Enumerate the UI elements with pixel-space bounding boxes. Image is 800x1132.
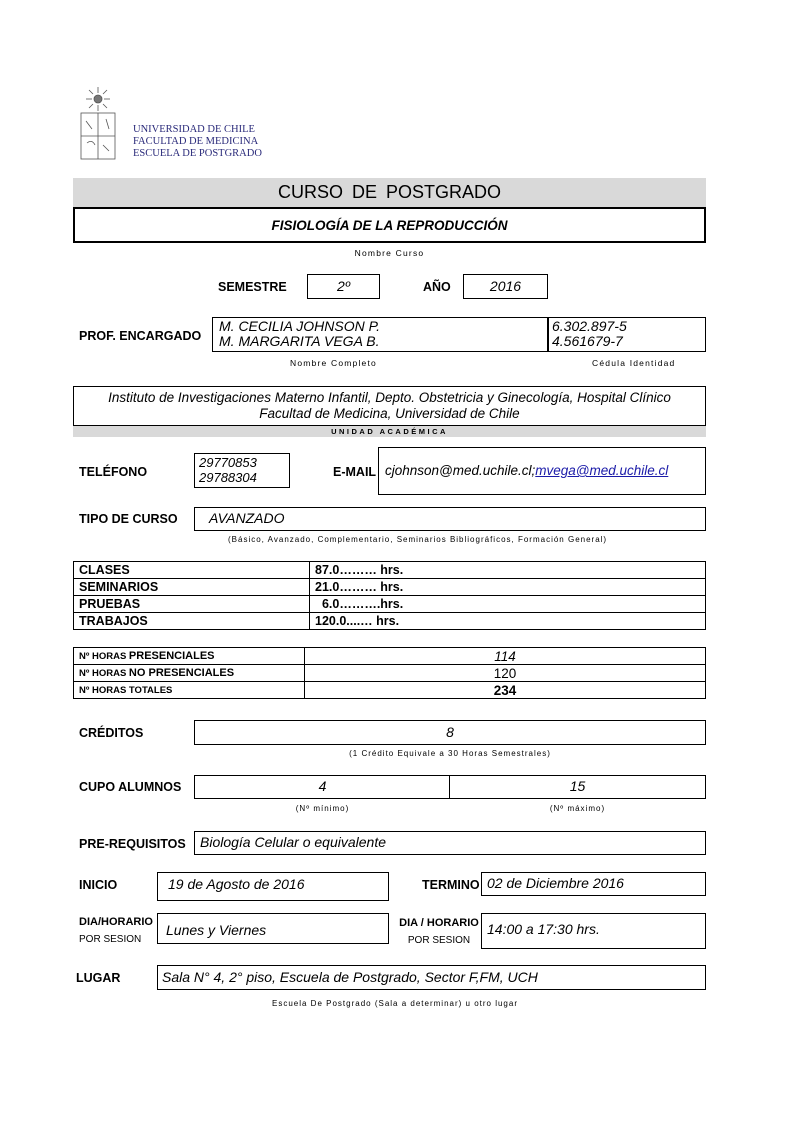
academic-unit-caption: UNIDAD ACADÉMICA xyxy=(331,427,448,436)
place-value: Sala N° 4, 2° piso, Escuela de Postgrado, Sector F,FM, UCH xyxy=(162,969,538,985)
institution-lines xyxy=(133,124,262,160)
day-label-line: POR SESION xyxy=(79,934,142,945)
academic-unit-line: Instituto de Investigaciones Materno Infantil, Depto. Obstetricia y Ginecología, Hospital Clínico xyxy=(108,390,671,405)
academic-unit-box xyxy=(73,386,706,426)
institution-line: ESCUELA DE POSTGRADO xyxy=(133,148,262,159)
start-label: INICIO xyxy=(79,878,118,892)
summary-prefix: Nº HORAS xyxy=(79,685,129,696)
institution-line: UNIVERSIDAD DE CHILE xyxy=(133,124,255,135)
email-box xyxy=(378,447,706,495)
time-box xyxy=(481,913,706,949)
time-label-line: POR SESION xyxy=(407,935,471,946)
professor-id: 6.302.897-5 xyxy=(552,318,627,334)
professor-names-box xyxy=(212,317,548,352)
phone-label: TELÉFONO xyxy=(79,465,148,479)
hours-label: CLASES xyxy=(74,562,310,579)
time-label-line: DIA / HORARIO xyxy=(399,917,479,929)
hours-label: TRABAJOS xyxy=(74,613,310,630)
institution-line: FACULTAD DE MEDICINA xyxy=(133,136,259,147)
academic-unit-caption-bar xyxy=(73,426,706,437)
table-row xyxy=(74,682,706,699)
semester-label: SEMESTRE xyxy=(218,280,287,294)
professor-label: PROF. ENCARGADO xyxy=(79,329,202,343)
place-caption: Escuela De Postgrado (Sala a determinar) u otro lugar xyxy=(272,999,518,1008)
time-value: 14:00 a 17:30 hrs. xyxy=(487,921,600,937)
university-seal-icon xyxy=(78,85,118,161)
table-row xyxy=(74,579,706,596)
table-row xyxy=(74,613,706,630)
place-box xyxy=(157,965,706,990)
summary-prefix: Nº HORAS xyxy=(79,651,129,662)
day-box xyxy=(157,913,389,944)
credits-value: 8 xyxy=(446,724,454,740)
email-value xyxy=(385,463,705,478)
course-type-label: TIPO DE CURSO xyxy=(79,512,178,526)
hours-label: SEMINARIOS xyxy=(74,579,310,596)
summary-value: 234 xyxy=(305,682,706,699)
email-label: E-MAIL xyxy=(333,465,377,479)
hours-summary-table xyxy=(73,647,706,699)
enrollment-max-caption: (Nº máximo) xyxy=(549,804,606,813)
enrollment-min-caption: (Nº mínimo) xyxy=(295,804,350,813)
credits-box xyxy=(194,720,706,745)
table-row xyxy=(74,665,706,682)
name-caption: Nombre Completo xyxy=(290,358,377,368)
professor-name: M. MARGARITA VEGA B. xyxy=(219,333,380,349)
email-plain: cjohnson@med.uchile.cl; xyxy=(385,463,536,478)
hours-value: 21.0……… hrs. xyxy=(310,579,706,596)
course-type-box xyxy=(194,507,706,531)
phone-box xyxy=(194,453,290,488)
summary-prefix: Nº HORAS xyxy=(79,668,129,679)
end-box xyxy=(481,872,706,896)
place-label: LUGAR xyxy=(76,971,121,985)
phone-value: 29788304 xyxy=(199,470,257,485)
enrollment-max-box xyxy=(449,775,706,799)
enrollment-max: 15 xyxy=(569,778,586,794)
table-row xyxy=(74,596,706,613)
day-label xyxy=(79,914,153,948)
phone-value: 29770853 xyxy=(199,455,257,470)
prerequisites-box xyxy=(194,831,706,855)
summary-value: 120 xyxy=(305,665,706,682)
enrollment-min-box xyxy=(194,775,451,799)
professor-name: M. CECILIA JOHNSON P. xyxy=(219,318,381,334)
prerequisites-label: PRE-REQUISITOS xyxy=(79,837,186,851)
email-link[interactable]: mvega@med.uchile.cl xyxy=(535,463,669,478)
start-value: 19 de Agosto de 2016 xyxy=(168,876,305,892)
hours-value: 120.0....… hrs. xyxy=(310,613,706,630)
table-row xyxy=(74,562,706,579)
table-row xyxy=(74,648,706,665)
year-box xyxy=(463,274,548,299)
summary-label-text: PRESENCIALES xyxy=(128,650,215,662)
end-value: 02 de Diciembre 2016 xyxy=(487,875,624,891)
credits-caption: (1 Crédito Equivale a 30 Horas Semestrales) xyxy=(349,749,551,758)
course-name-caption: Nombre Curso xyxy=(354,248,425,258)
day-value: Lunes y Viernes xyxy=(166,922,267,938)
day-label-line: DIA/HORARIO xyxy=(79,916,153,928)
hours-table xyxy=(73,561,706,630)
summary-label xyxy=(74,648,305,665)
year-label: AÑO xyxy=(423,280,451,294)
end-label: TERMINO xyxy=(422,878,480,892)
summary-label xyxy=(74,665,305,682)
course-type-caption: (Básico, Avanzado, Complementario, Seminarios Bibliográficos, Formación General) xyxy=(228,535,608,544)
summary-value: 114 xyxy=(305,648,706,665)
enrollment-label: CUPO ALUMNOS xyxy=(79,780,182,794)
start-box xyxy=(157,872,389,901)
enrollment-min: 4 xyxy=(318,778,327,794)
hours-value: 6.0……….hrs. xyxy=(310,596,706,613)
summary-label-text: NO PRESENCIALES xyxy=(128,667,235,679)
academic-unit-line: Facultad de Medicina, Universidad de Chile xyxy=(259,406,520,421)
hours-value: 87.0……… hrs. xyxy=(310,562,706,579)
summary-label xyxy=(74,682,305,699)
course-type-value: AVANZADO xyxy=(209,510,285,526)
semester-box xyxy=(307,274,380,299)
course-name: FISIOLOGÍA DE LA REPRODUCCIÓN xyxy=(271,218,508,233)
professor-ids-box xyxy=(548,317,706,352)
time-label xyxy=(398,914,480,950)
credits-label: CRÉDITOS xyxy=(79,726,144,740)
semester-value: 2º xyxy=(337,278,350,294)
year-value: 2016 xyxy=(489,278,522,294)
summary-label-text: TOTALES xyxy=(128,685,173,696)
professor-id: 4.561679-7 xyxy=(552,333,623,349)
prerequisites-value: Biología Celular o equivalente xyxy=(200,834,387,850)
id-caption: Cédula Identidad xyxy=(592,358,676,368)
hours-label: PRUEBAS xyxy=(74,596,310,613)
page-title: CURSO DE POSTGRADO xyxy=(277,182,502,202)
